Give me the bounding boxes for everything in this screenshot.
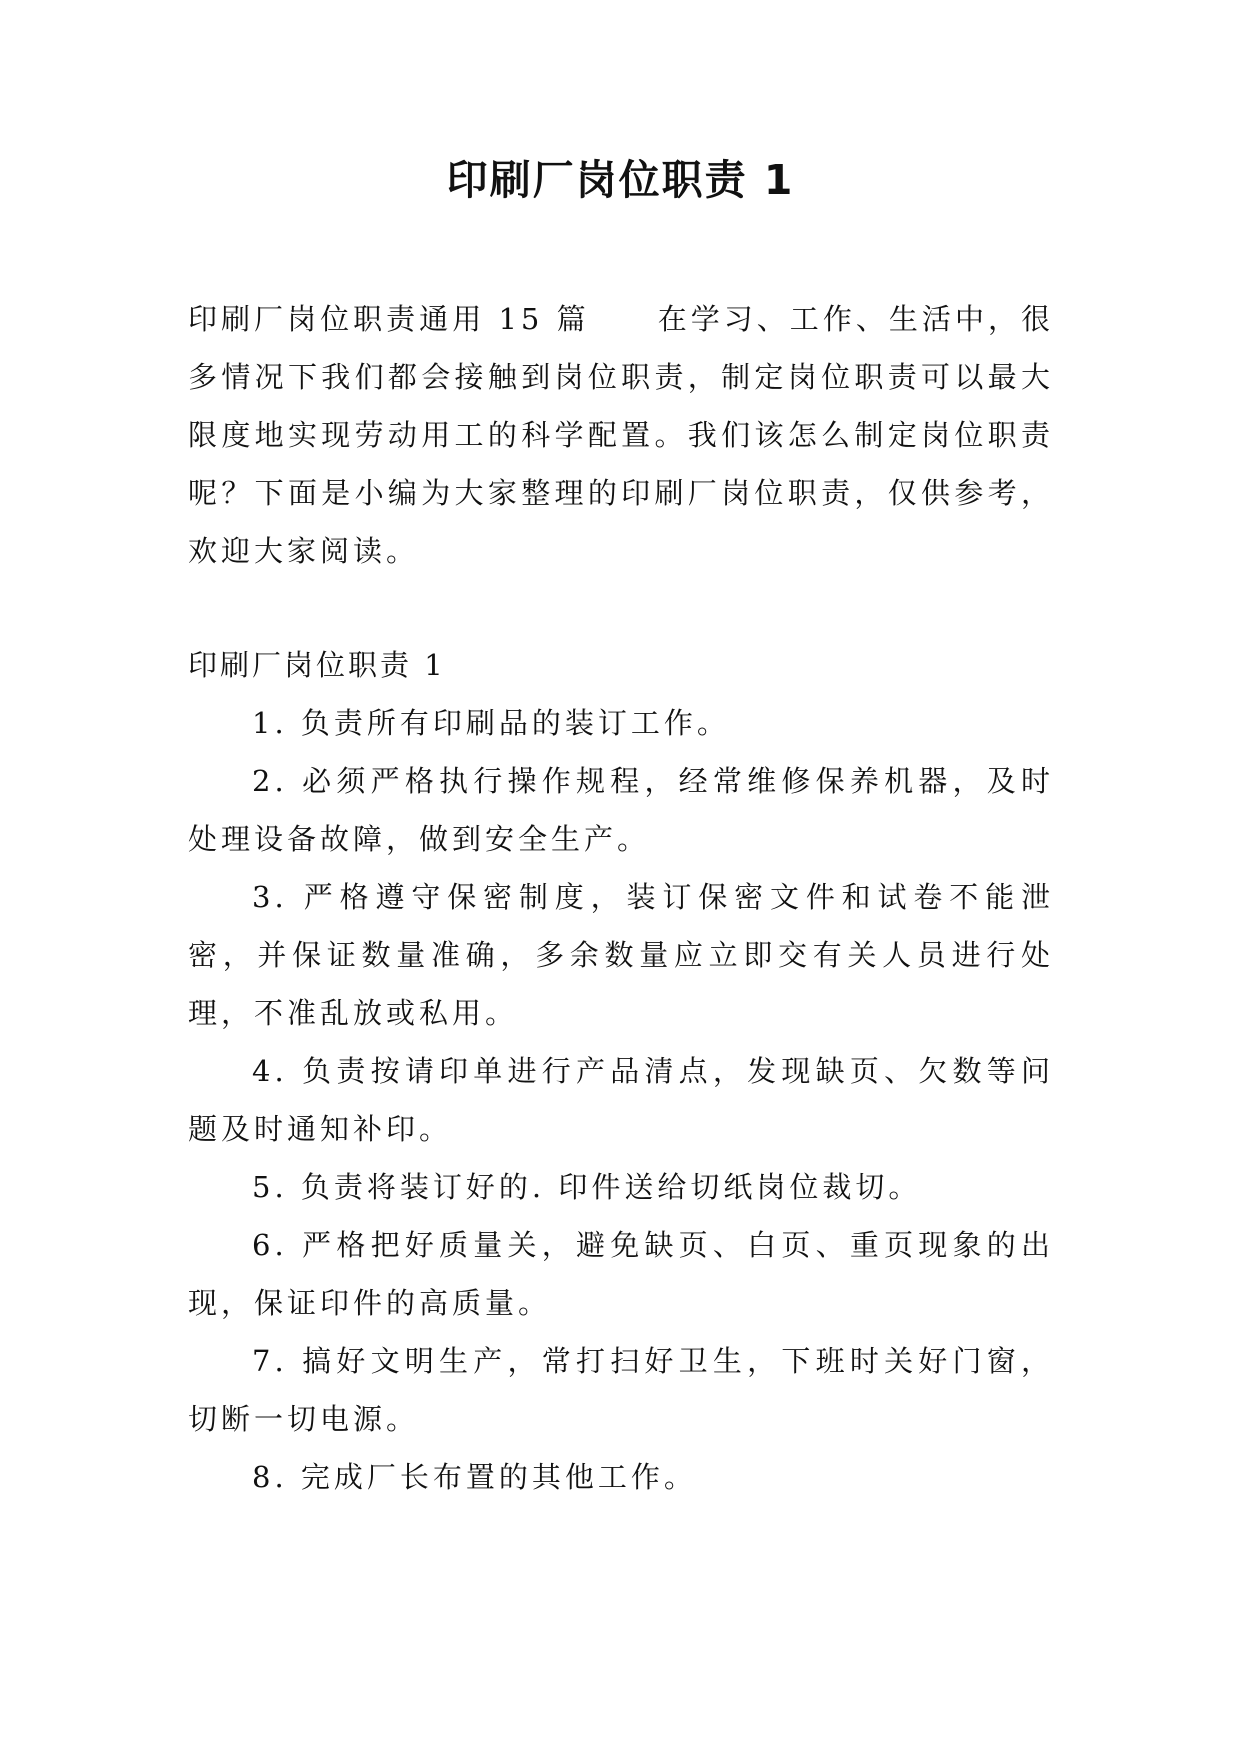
duty-item-4: 4. 负责按请印单进行产品清点，发现缺页、欠数等问题及时通知补印。: [188, 1054, 1054, 1146]
document-title: 印刷厂岗位职责 1: [446, 156, 795, 204]
duty-item-2: 2. 必须严格执行操作规程，经常维修保养机器，及时处理设备故障，做到安全生产。: [188, 764, 1054, 856]
intro-paragraph: [188, 290, 1054, 580]
duty-item-1: 1. 负责所有印刷品的装订工作。: [252, 706, 730, 740]
intro-body: 在学习、工作、生活中，很多情况下我们都会接触到岗位职责，制定岗位职责可以最大限度地实现劳动用工的科学配置。我们该怎么制定岗位职责呢？下面是小编为大家整理的印刷厂岗位职责，仅供参考，欢迎大家阅读。: [188, 302, 1054, 568]
intro-lead: 印刷厂岗位职责通用 15 篇: [188, 302, 590, 336]
section-heading: 印刷厂岗位职责 1: [188, 648, 446, 682]
duty-item-7: 7. 搞好文明生产，常打扫好卫生，下班时关好门窗，切断一切电源。: [188, 1344, 1054, 1436]
duty-list: [188, 694, 1054, 1506]
duty-item-8: 8. 完成厂长布置的其他工作。: [252, 1460, 697, 1494]
duty-item-6: 6. 严格把好质量关，避免缺页、白页、重页现象的出现，保证印件的高质量。: [188, 1228, 1054, 1320]
duty-item-5: 5. 负责将装订好的. 印件送给切纸岗位裁切。: [252, 1170, 922, 1204]
duty-item-3: 3. 严格遵守保密制度，装订保密文件和试卷不能泄密，并保证数量准确，多余数量应立即交有关人员进行处理，不准乱放或私用。: [188, 880, 1054, 1030]
